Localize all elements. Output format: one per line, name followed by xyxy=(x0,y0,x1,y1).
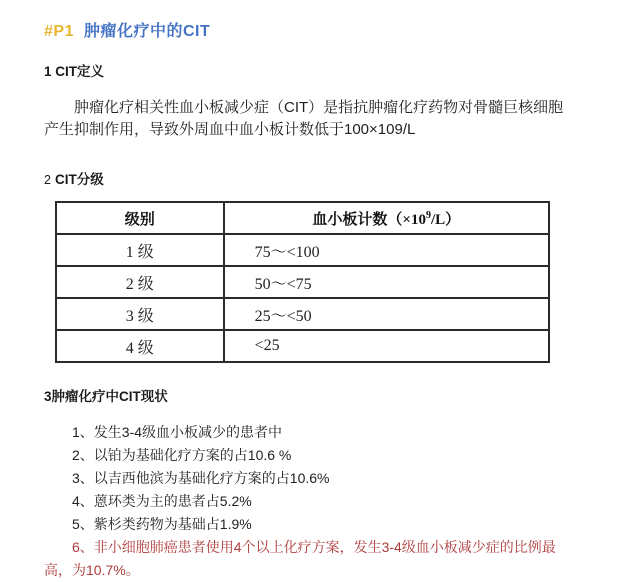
cit-status-item-3: 3、以吉西他滨为基础化疗方案的占10.6% xyxy=(72,470,330,486)
section2-heading xyxy=(44,168,577,188)
cit-status-item-1: 1、发生3-4级血小板减少的患者中 xyxy=(72,424,283,440)
cit-status-item-5: 5、紫杉类药物为基础占1.9% xyxy=(72,516,252,532)
grade-cell: 1 级 xyxy=(56,234,224,266)
grade-cell: 4 级 xyxy=(56,330,224,362)
section2-title: CIT分级 xyxy=(54,172,104,187)
cit-status-item-2: 2、以铂为基础化疗方案的占10.6 % xyxy=(72,447,292,463)
cit-status-item-6-highlighted: 6、非小细胞肺癌患者使用4个以上化疗方案，发生3-4级血小板减少症的比例最高，为10.7%。 xyxy=(44,539,556,578)
page-title-text: 肿瘤化疗中的CIT xyxy=(83,23,211,40)
count-header-post: /L） xyxy=(430,211,461,228)
cit-status-item-4: 4、蒽环类为主的患者占5.2% xyxy=(72,493,252,509)
cit-definition-paragraph: 肿瘤化疗相关性血小板减少症（CIT）是指抗肿瘤化疗药物对骨髓巨核细胞产生抑制作用，导致外周血中血小板计数低于100×109/L xyxy=(44,99,564,138)
table-header-row xyxy=(56,202,549,234)
cit-status-list xyxy=(44,421,577,582)
page-number-tag: #P1 xyxy=(44,23,74,40)
count-header-superscript: 9 xyxy=(425,209,431,221)
table-row xyxy=(56,330,549,362)
grade-cell: 2 级 xyxy=(56,266,224,298)
count-header-pre: 血小板计数（×10 xyxy=(312,211,426,228)
count-cell: 50～<75 xyxy=(224,266,549,298)
section3-heading: 3肿瘤化疗中CIT现状 xyxy=(44,389,168,404)
count-cell: 75～<100 xyxy=(224,234,549,266)
header-cell-grade: 级别 xyxy=(56,202,224,234)
cit-grading-table xyxy=(55,201,550,363)
page-title xyxy=(44,18,577,41)
grade-cell: 3 级 xyxy=(56,298,224,330)
section1-heading: 1 CIT定义 xyxy=(44,64,105,79)
count-cell: 25～<50 xyxy=(224,298,549,330)
section2-number: 2 xyxy=(44,173,51,187)
table-row xyxy=(56,298,549,330)
table-row xyxy=(56,234,549,266)
table-row xyxy=(56,266,549,298)
count-cell: <25 xyxy=(224,330,549,362)
header-cell-platelet-count xyxy=(224,202,549,234)
